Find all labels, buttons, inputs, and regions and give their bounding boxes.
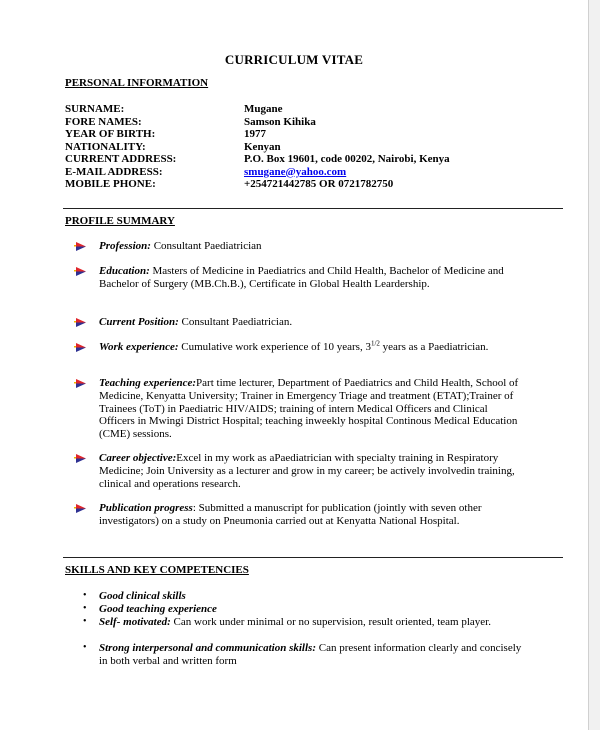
arrow-bullet-icon	[74, 242, 86, 251]
item-text: Excel in my work as aPaediatrician with specialty training in Respiratory Medicine; Join University as a lecturer and grow in my career; be actively involvedin training, clinical and operations research.	[99, 452, 515, 490]
item-text: : Submitted a manuscript for publication (jointly with seven other investigators) on a study on Pneumonia carried out at Kenyatta National Hospital.	[99, 502, 482, 527]
item-label: Strong interpersonal and communication skills:	[99, 642, 316, 654]
item-label: Good teaching experience	[99, 603, 217, 615]
skill-item	[83, 603, 523, 616]
item-label: Work experience:	[99, 341, 179, 353]
page-title: CURRICULUM VITAE	[224, 52, 364, 67]
skill-item	[83, 616, 523, 629]
item-text: years as a Paediatrician.	[379, 341, 489, 353]
item-label: Career objective:	[99, 452, 177, 464]
skill-item	[83, 590, 523, 603]
pi-value-email	[244, 166, 346, 178]
arrow-bullet-icon	[74, 343, 86, 352]
item-label: Self- motivated:	[99, 616, 171, 628]
item-text: Consultant Paediatrician	[150, 240, 262, 252]
pi-value: 1977	[244, 128, 266, 140]
item-label: Profession:	[99, 240, 151, 252]
pi-label: NATIONALITY:	[65, 140, 146, 153]
email-link[interactable]: smugane@yahoo.com	[244, 165, 347, 178]
arrow-bullet-icon	[74, 318, 86, 327]
item-text: Can work under minimal or no supervision, result oriented, team player.	[170, 616, 491, 628]
item-text: Cumulative work experience of 10 years, 3	[178, 341, 371, 353]
item-label: Good clinical skills	[99, 590, 186, 602]
dot-bullet-icon: •	[83, 590, 87, 601]
pi-label: MOBILE PHONE:	[65, 178, 156, 190]
pi-value: Mugane	[244, 103, 283, 115]
item-label: Teaching experience:	[99, 377, 197, 389]
pi-value: Samson Kihika	[244, 115, 316, 128]
item-label: Publication progress	[99, 502, 193, 514]
arrow-bullet-icon	[74, 267, 86, 276]
skill-item	[83, 642, 523, 668]
dot-bullet-icon: •	[83, 616, 87, 627]
dot-bullet-icon: •	[83, 603, 87, 614]
pi-value: Kenyan	[244, 140, 281, 153]
profile-item-work-experience	[74, 341, 519, 354]
pi-label: SURNAME:	[65, 103, 125, 115]
item-text: Masters of Medicine in Paediatrics and Child Health, Bachelor of Medicine and Bachelor of Surgery (MB.Ch.B.), Certificate in Global Health Leardership.	[99, 265, 504, 290]
dot-bullet-icon: •	[83, 642, 87, 653]
item-text: Consultant Paediatrician.	[178, 316, 293, 328]
pi-label: FORE NAMES:	[65, 115, 142, 128]
item-label: Current Position:	[99, 316, 179, 328]
arrow-bullet-icon	[74, 504, 86, 513]
profile-item-current-position	[74, 316, 519, 329]
personal-info-heading: PERSONAL INFORMATION	[65, 77, 209, 89]
profile-item-publication-progress	[74, 502, 519, 528]
arrow-bullet-icon	[74, 379, 86, 388]
pi-value: P.O. Box 19601, code 00202, Nairobi, Kenya	[244, 153, 450, 165]
profile-item-teaching-experience	[74, 377, 519, 441]
item-superscript: 1/2	[370, 339, 380, 348]
section-divider	[63, 208, 563, 209]
item-text: Part time lecturer, Department of Paediatrics and Child Health, School of Medicine, Kenyatta University; Trainer in Emergency Triage and treatment (ETAT);Trainer of Trainees (ToT) in Paediatric HIV/AIDS; training of intern Medical Officers and Clinical Officers in Mwingi District Hospital; teaching inweekly hospital Continous Medical Education (CME) sessions.	[99, 377, 519, 441]
skills-heading: SKILLS AND KEY COMPETENCIES	[65, 564, 249, 576]
item-label: Education:	[99, 265, 150, 277]
profile-item-profession	[74, 240, 519, 253]
pi-value: +254721442785 OR 0721782750	[244, 178, 394, 190]
item-text: Can present information clearly and concisely in both verbal and written form	[99, 642, 522, 667]
profile-item-career-objective	[74, 452, 519, 490]
pi-label: CURRENT ADDRESS:	[65, 153, 177, 165]
profile-item-education	[74, 265, 519, 291]
profile-summary-heading: PROFILE SUMMARY	[65, 215, 175, 227]
section-divider	[63, 557, 563, 558]
arrow-bullet-icon	[74, 454, 86, 463]
pi-label: YEAR OF BIRTH:	[65, 128, 156, 140]
pi-label: E-MAIL ADDRESS:	[65, 165, 163, 178]
